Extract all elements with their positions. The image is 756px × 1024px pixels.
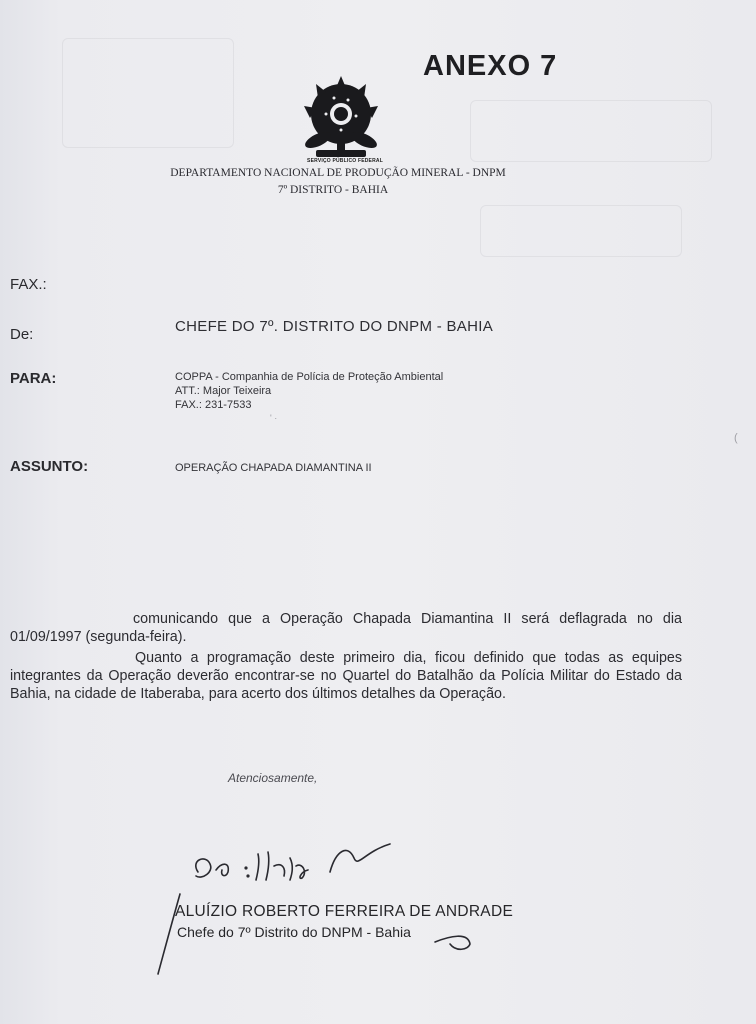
show-through-box (480, 205, 682, 257)
edge-mark: ( (734, 432, 738, 444)
body-paragraph-1-text: comunicando que a Operação Chapada Diamantina II será deflagrada no dia 01/09/1997 (segunda-feira). (10, 611, 682, 645)
fax-label: FAX.: (10, 276, 47, 293)
body-paragraph-2 (10, 649, 682, 703)
to-recipient-org: COPPA - Companhia de Polícia de Proteção Ambiental (175, 371, 444, 383)
closing-salutation: Atenciosamente, (228, 771, 318, 785)
body-paragraph-2-text: Quanto a programação deste primeiro dia, ficou definido que todas as equipes integrantes da Operação deverão encontrar-se no Quartel do Batalhão da Polícia Militar do Estado da Bahia, na cidade de Itaberaba, para acerto dos últimos detalhes da Operação. (10, 650, 682, 702)
department-name: DEPARTAMENTO NACIONAL DE PRODUÇÃO MINERAL - DNPM (170, 167, 506, 179)
subject-label: ASSUNTO: (10, 458, 89, 475)
show-through-box (470, 100, 712, 162)
from-value: CHEFE DO 7º. DISTRITO DO DNPM - BAHIA (175, 318, 493, 335)
coat-of-arms-icon (296, 74, 386, 170)
crest-caption: SERVIÇO PÚBLICO FEDERAL (307, 158, 383, 164)
subject-value: OPERAÇÃO CHAPADA DIAMANTINA II (175, 462, 372, 474)
district-name: 7º DISTRITO - BAHIA (277, 184, 389, 196)
to-recipient-fax: FAX.: 231-7533 (175, 399, 252, 411)
annex-title: ANEXO 7 (423, 50, 558, 82)
to-label: PARA: (10, 370, 57, 387)
signer-name: ALUÍZIO ROBERTO FERREIRA DE ANDRADE (175, 903, 514, 920)
from-label: De: (10, 326, 34, 343)
ink-smudge: ' · (270, 413, 278, 423)
to-recipient-attention: ATT.: Major Teixeira (175, 385, 272, 397)
signer-title: Chefe do 7º Distrito do DNPM - Bahia (177, 924, 411, 940)
body-paragraph-1 (10, 610, 682, 646)
show-through-box (62, 38, 234, 148)
